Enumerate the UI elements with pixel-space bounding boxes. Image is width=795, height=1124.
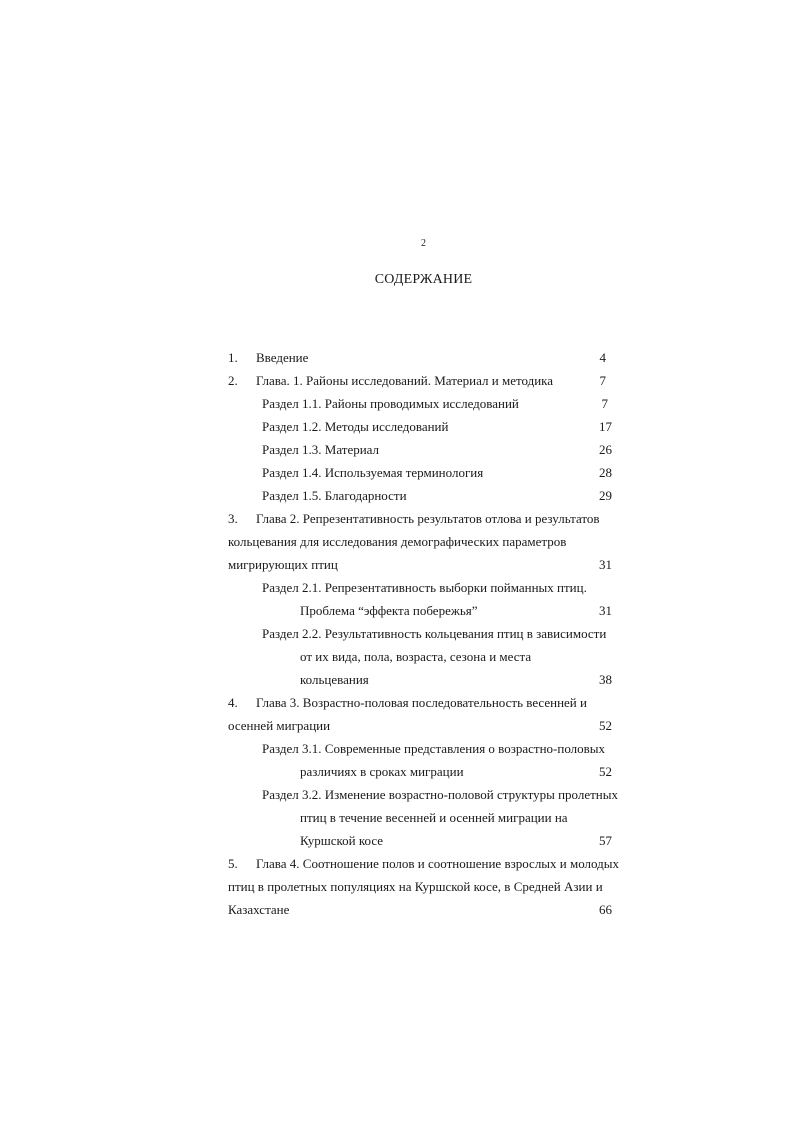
toc-entry-text: Введение (256, 350, 309, 365)
toc-entry-page: 26 (599, 442, 612, 457)
toc-entry-text: Раздел 1.2. Методы исследований (262, 419, 449, 434)
toc-entry-page: 38 (599, 672, 612, 687)
toc-entry-text: различиях в сроках миграции (300, 764, 464, 779)
toc-entry-text: Раздел 1.1. Районы проводимых исследований (262, 396, 519, 411)
toc-entry-text: птиц в течение весенней и осенней миграции на (300, 810, 568, 825)
toc-entry-page: 29 (599, 488, 612, 503)
page-number: 2 (421, 238, 426, 249)
toc-entry-page: 52 (599, 718, 612, 733)
toc-entry-text: Проблема “эффекта побережья” (300, 603, 478, 618)
toc-entry-page: 7 (601, 396, 608, 411)
toc-entry-text: мигрирующих птиц (228, 557, 338, 572)
toc-entry-text: Глава 4. Соотношение полов и соотношение взрослых и молодых (256, 856, 620, 871)
toc-entry-text: осенней миграции (228, 718, 331, 733)
toc-entry-text: Раздел 2.2. Результативность кольцевания птиц в зависимости (262, 626, 607, 641)
toc-entry-number: 3. (228, 511, 238, 526)
toc-entry-text: Раздел 3.2. Изменение возрастно-половой структуры пролетных (262, 787, 618, 802)
toc-entry-number: 1. (228, 350, 238, 365)
toc-entry-page: 31 (599, 557, 612, 572)
toc-entry-text: Глава 2. Репрезентативность результатов отлова и результатов (256, 511, 600, 526)
toc-entry-page: 4 (599, 350, 606, 365)
toc-entry-text: Раздел 1.5. Благодарности (262, 488, 407, 503)
toc-entry-page: 31 (599, 603, 612, 618)
toc-entry-text: кольцевания для исследования демографических параметров (228, 534, 567, 549)
toc-entry-text: кольцевания (300, 672, 369, 687)
toc-entry-text: Раздел 1.4. Используемая терминология (262, 465, 484, 480)
toc-entry-text: Раздел 1.3. Материал (262, 442, 380, 457)
toc-entry-text: Глава. 1. Районы исследований. Материал и методика (256, 373, 554, 388)
toc-entry-text: Раздел 2.1. Репрезентативность выборки пойманных птиц. (262, 580, 587, 595)
toc-entry-text: Казахстане (228, 902, 290, 917)
toc-entry-number: 2. (228, 373, 238, 388)
toc-entry-text: Глава 3. Возрастно-половая последовательность весенней и (256, 695, 587, 710)
toc-entry-text: от их вида, пола, возраста, сезона и места (300, 649, 532, 664)
toc-entry-text: птиц в пролетных популяциях на Куршской косе, в Средней Азии и (228, 879, 603, 894)
page-title: СОДЕРЖАНИЕ (374, 272, 473, 287)
toc-entry-text: Куршской косе (300, 833, 384, 848)
toc-entry-page: 17 (599, 419, 612, 434)
toc-entry-page: 7 (599, 373, 606, 388)
toc-entry-number: 4. (228, 695, 238, 710)
toc-entry-page: 28 (599, 465, 612, 480)
toc-entry-text: Раздел 3.1. Современные представления о возрастно-половых (262, 741, 606, 756)
toc-entry-number: 5. (228, 856, 238, 871)
toc-entry-page: 52 (599, 764, 612, 779)
toc-entry-page: 66 (599, 902, 612, 917)
toc-entry-page: 57 (599, 833, 612, 848)
